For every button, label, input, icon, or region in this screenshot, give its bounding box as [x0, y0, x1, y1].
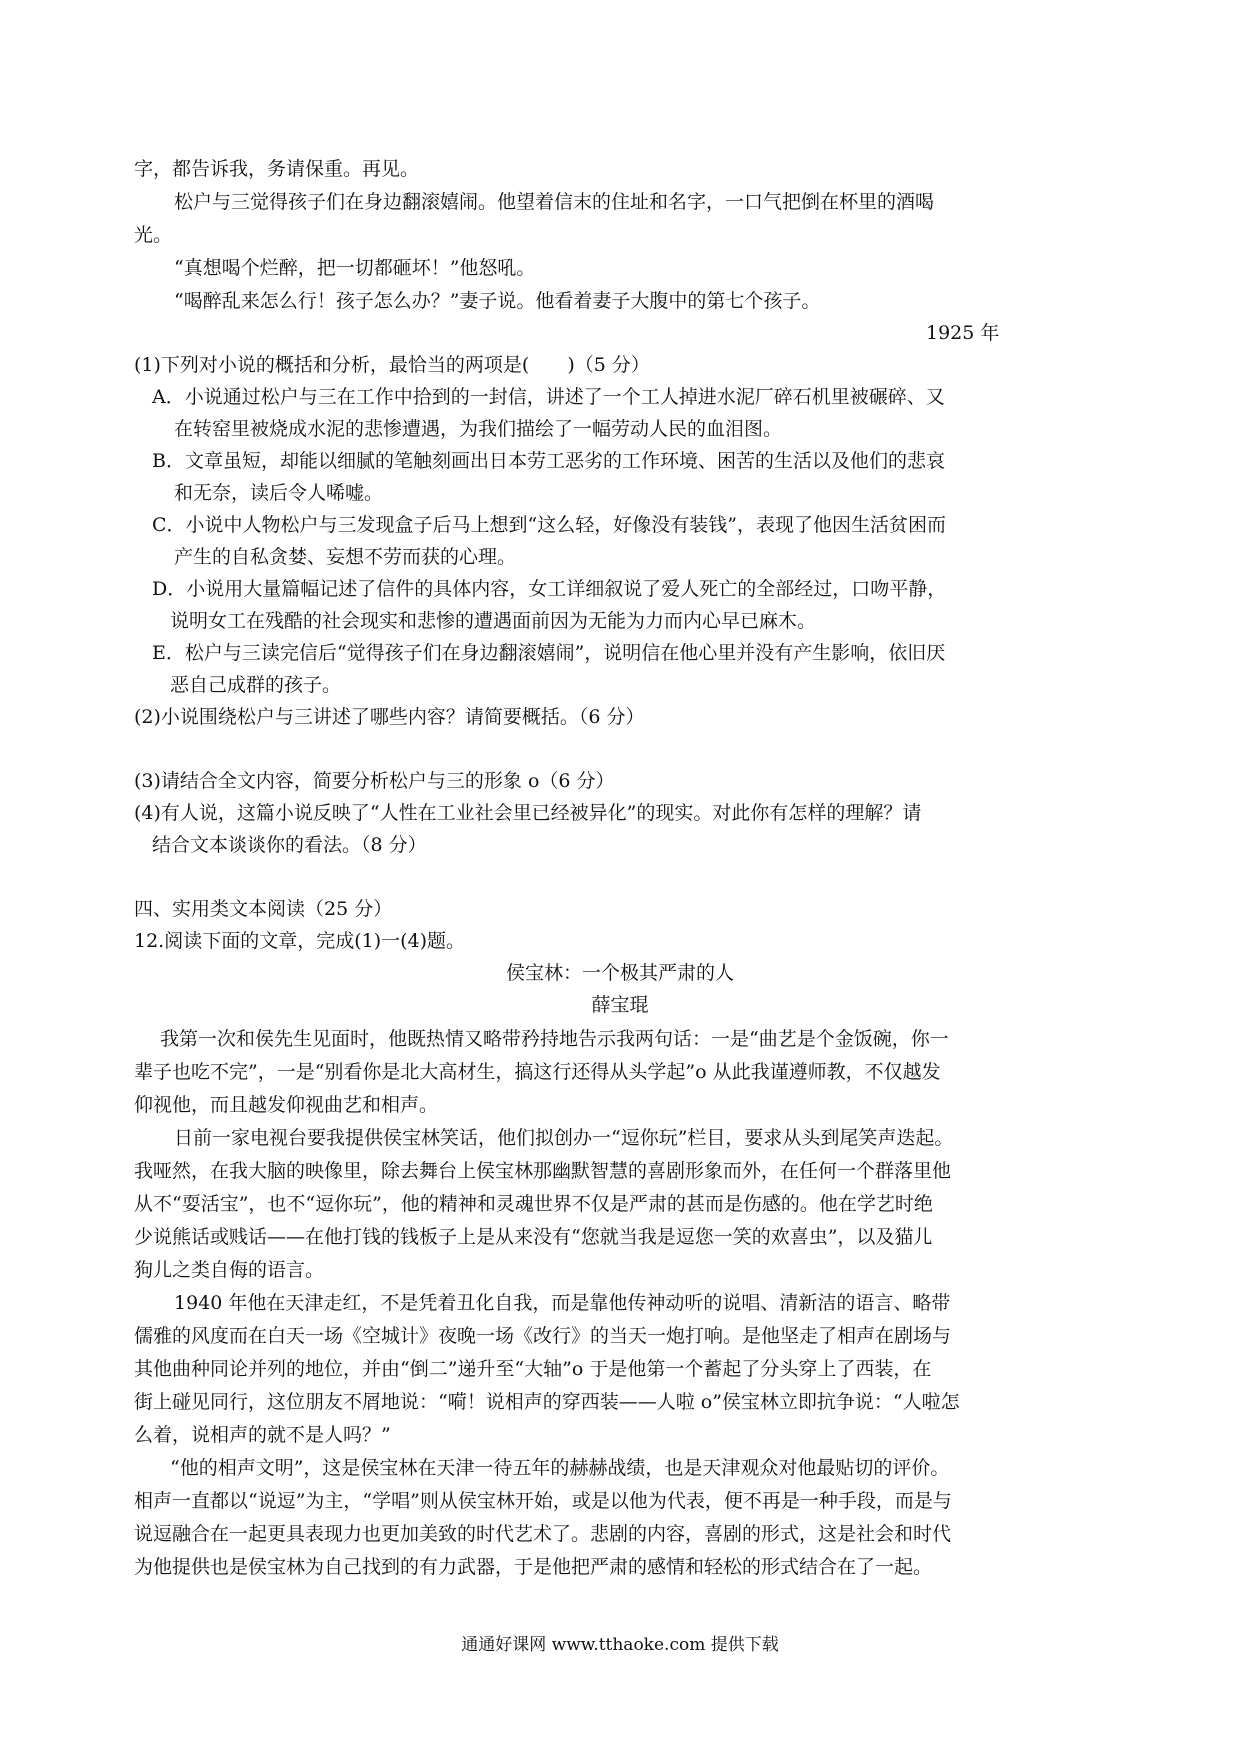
question-2: (2)小说围绕松户与三讲述了哪些内容？请简要概括。（6 分） — [134, 706, 645, 728]
option-d: D．小说用大量篇幅记述了信件的具体内容，女工详细叙说了爱人死亡的全部经过，口吻平静， — [152, 578, 947, 600]
article-line: 少说熊话或贱话——在他打钱的钱板子上是从来没有“您就当我是逗您一笑的欢喜虫”，以及猫儿 — [134, 1226, 933, 1248]
article-line: “他的相声文明”，这是侯宝林在天津一待五年的赫赫战绩，也是天津观众对他最贴切的评价。 — [170, 1457, 950, 1479]
article-line: 说逗融合在一起更具表现力也更加美致的时代艺术了。悲剧的内容，喜剧的形式，这是社会和时代 — [134, 1523, 952, 1545]
article-author: 薛宝琨 — [591, 994, 649, 1016]
story-line: 字，都告诉我，务请保重。再见。 — [134, 158, 420, 180]
option-c: C．小说中人物松户与三发现盒子后马上想到“这么轻，好像没有装钱”，表现了他因生活贫困而 — [152, 514, 946, 536]
article-line: 为他提供也是侯宝林为自己找到的有力武器，于是他把严肃的感情和轻松的形式结合在了一起。 — [134, 1556, 933, 1578]
option-b-cont: 和无奈，读后令人唏嘘。 — [174, 482, 384, 504]
article-line: 辈子也吃不完”，一是“别看你是北大高材生，搞这行还得从头学起”o 从此我谨遵师教，不仅越发 — [134, 1061, 941, 1083]
story-line: “真想喝个烂醉，把一切都砸坏！”他怒吼。 — [174, 257, 536, 279]
question-1-stem: (1)下列对小说的概括和分析，最恰当的两项是( )（5 分） — [134, 354, 650, 376]
article-line: 其他曲种同论并列的地位，并由“倒二”递升至“大轴”o 于是他第一个蓄起了分头穿上了西装，在 — [134, 1358, 932, 1380]
option-b: B．文章虽短，却能以细腻的笔触刻画出日本劳工恶劣的工作环境、困苦的生活以及他们的悲哀 — [152, 450, 945, 472]
article-line: 仰视他，而且越发仰视曲艺和相声。 — [134, 1094, 439, 1116]
page-footer: 通通好课网 www.tthaoke.com 提供下载 — [461, 1635, 779, 1655]
question-4: (4)有人说，这篇小说反映了“人性在工业社会里已经被异化”的现实。对此你有怎样的理解？请 — [134, 802, 922, 824]
story-year: 1925 年 — [926, 322, 1000, 344]
option-a-cont: 在转窑里被烧成水泥的悲惨遭遇，为我们描绘了一幅劳动人民的血泪图。 — [174, 418, 783, 440]
option-a: A．小说通过松户与三在工作中拾到的一封信，讲述了一个工人掉进水泥厂碎石机里被碾碎、又 — [152, 386, 945, 408]
article-line: 儒雅的风度而在白天一场《空城计》夜晚一场《改行》的当天一炮打响。是他坚走了相声在剧场与 — [134, 1325, 952, 1347]
article-line: 我第一次和侯先生见面时，他既热情又略带矜持地告示我两句话：一是“曲艺是个金饭碗，你一 — [160, 1028, 949, 1050]
option-e: E．松户与三读完信后“觉得孩子们在身边翻滚嬉闹”，说明信在他心里并没有产生影响，依旧厌 — [152, 642, 946, 664]
story-line: 松户与三觉得孩子们在身边翻滚嬉闹。他望着信末的住址和名字，一口气把倒在杯里的酒喝 — [174, 191, 935, 213]
option-d-cont: 说明女工在残酷的社会现实和悲惨的遭遇面前因为无能为力而内心早已麻木。 — [170, 610, 817, 632]
article-line: 么着，说相声的就不是人吗？” — [134, 1424, 391, 1446]
article-line: 街上碰见同行，这位朋友不屑地说：“嗬！说相声的穿西装——人啦 o”侯宝林立即抗争说：“人啦怎 — [134, 1391, 960, 1413]
article-line: 1940 年他在天津走红，不是凭着丑化自我，而是靠他传神动听的说唱、清新洁的语言、略带 — [174, 1292, 951, 1314]
question-4-cont: 结合文本谈谈你的看法。（8 分） — [152, 834, 427, 856]
question-3: (3)请结合全文内容，简要分析松户与三的形象 o（6 分） — [134, 770, 615, 792]
article-line: 日前一家电视台要我提供侯宝林笑话，他们拟创办一“逗你玩”栏目，要求从头到尾笑声迭起。 — [174, 1127, 954, 1149]
article-title: 侯宝林：一个极其严肃的人 — [505, 962, 734, 984]
story-line: “喝醉乱来怎么行！孩子怎么办？”妻子说。他看着妻子大腹中的第七个孩子。 — [174, 290, 821, 312]
option-c-cont: 产生的自私贪婪、妄想不劳而获的心理。 — [174, 546, 517, 568]
article-line: 从不“耍活宝”，也不“逗你玩”，他的精神和灵魂世界不仅是严肃的甚而是伤感的。他在学艺时绝 — [134, 1193, 933, 1215]
article-line: 相声一直都以“说逗”为主，“学唱”则从侯宝林开始，或是以他为代表，便不再是一种手段，而是与 — [134, 1490, 952, 1512]
option-e-cont: 恶自己成群的孩子。 — [170, 674, 342, 696]
section-heading: 四、实用类文本阅读（25 分） — [134, 898, 393, 920]
story-line: 光。 — [134, 224, 173, 246]
article-line: 我哑然，在我大脑的映像里，除去舞台上侯宝林那幽默智慧的喜剧形象而外，在任何一个群落里他 — [134, 1160, 952, 1182]
article-line: 狗儿之类自侮的语言。 — [134, 1259, 325, 1281]
section-instruction: 12.阅读下面的文章，完成(1)一(4)题。 — [134, 930, 466, 952]
